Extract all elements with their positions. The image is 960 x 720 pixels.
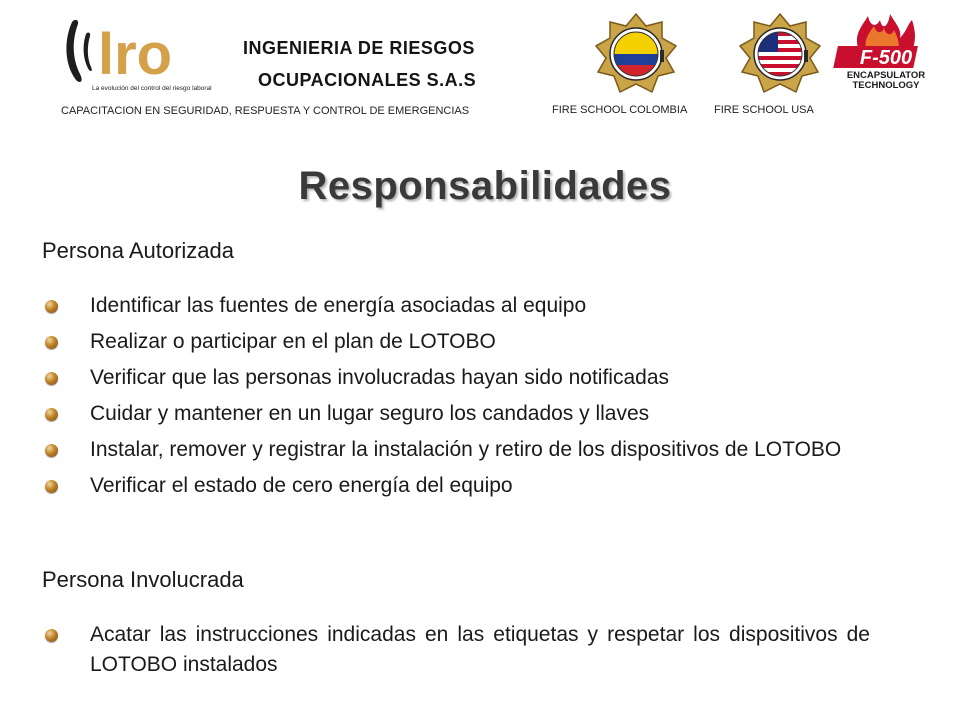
list-item-text: Verificar el estado de cero energía del equipo [90, 474, 513, 497]
bullet-icon [45, 336, 58, 349]
slide-title-text: Responsabilidades [298, 164, 672, 208]
fire-school-colombia-badge-icon [594, 12, 678, 96]
list-item [42, 288, 912, 324]
fire-school-usa-caption: FIRE SCHOOL USA [714, 104, 814, 116]
bullet-icon [45, 480, 58, 493]
bullet-icon [45, 408, 58, 421]
fire-school-usa-badge-icon [738, 12, 822, 96]
list-item [42, 324, 912, 360]
f500-logo-brand: F-500 [859, 47, 913, 69]
section-heading-persona-autorizada: Persona Autorizada [42, 238, 235, 263]
iro-logo [62, 14, 212, 96]
f500-logo-line2: TECHNOLOGY [852, 80, 920, 91]
company-name-line-1: INGENIERIA DE RIESGOS [243, 38, 475, 58]
bullet-icon [45, 444, 58, 457]
company-tagline: CAPACITACION EN SEGURIDAD, RESPUESTA Y CONTROL DE EMERGENCIAS [61, 105, 470, 117]
fire-school-colombia-caption: FIRE SCHOOL COLOMBIA [552, 104, 688, 116]
company-name-line-2: OCUPACIONALES S.A.S [258, 70, 477, 90]
list-persona-involucrada [42, 620, 870, 680]
list-item-text: Cuidar y mantener en un lugar seguro los candados y llaves [90, 402, 650, 425]
f500-logo-line1: ENCAPSULATOR [846, 70, 926, 81]
slide-title [0, 164, 960, 209]
list-item [42, 360, 912, 396]
list-item [42, 620, 870, 680]
list-item [42, 468, 912, 504]
list-item-text: Acatar las instrucciones indicadas en las etiquetas y respetar los dispositivos de LOTOBO instalados [90, 623, 870, 676]
list-item [42, 432, 912, 468]
section-heading-persona-involucrada: Persona Involucrada [42, 567, 244, 592]
list-item-text: Verificar que las personas involucradas hayan sido notificadas [90, 366, 670, 389]
bullet-icon [45, 372, 58, 385]
bullet-icon [45, 629, 58, 642]
bullet-icon [45, 300, 58, 313]
list-persona-autorizada [42, 288, 912, 504]
list-item-text: Instalar, remover y registrar la instalación y retiro de los dispositivos de LOTOBO [90, 438, 842, 461]
list-item-text: Realizar o participar en el plan de LOTOBO [90, 330, 496, 353]
iro-logo-tagline: La evolución del control del riesgo laboral [92, 85, 212, 92]
f500-encapsulator-logo [840, 8, 930, 92]
iro-logo-text: lro [98, 22, 173, 87]
list-item-text: Identificar las fuentes de energía asociadas al equipo [90, 294, 587, 317]
list-item [42, 396, 912, 432]
